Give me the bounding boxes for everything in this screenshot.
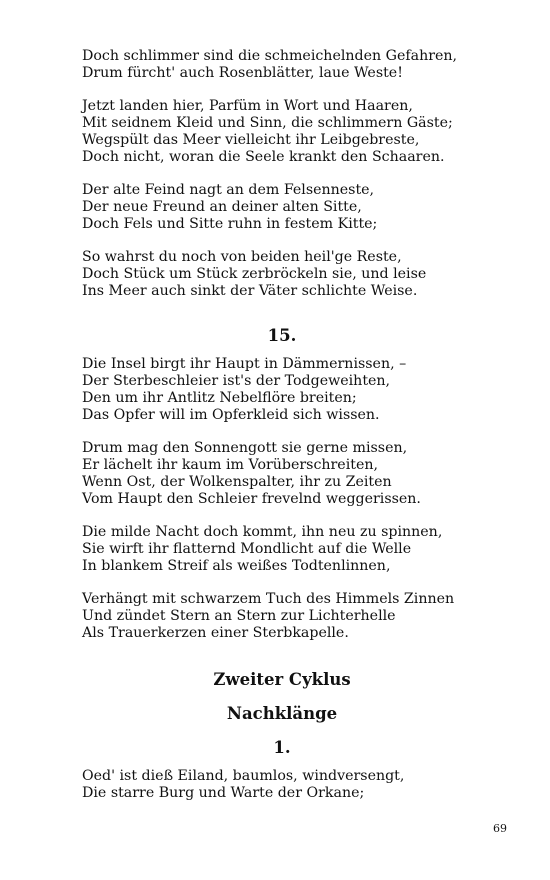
verse-line: Vom Haupt den Schleier frevelnd weggerissen. bbox=[82, 491, 421, 507]
poem-15 bbox=[82, 356, 482, 642]
verse-line: Sie wirft ihr flatternd Mondlicht auf die Welle bbox=[82, 541, 412, 557]
verse-line: Wenn Ost, der Wolkenspalter, ihr zu Zeiten bbox=[82, 474, 392, 490]
verse-line: Doch nicht, woran die Seele krankt den Schaaren. bbox=[82, 149, 445, 165]
stanza bbox=[82, 524, 482, 575]
verse-line: Die milde Nacht doch kommt, ihn neu zu spinnen, bbox=[82, 524, 443, 540]
verse-line: Die Insel birgt ihr Haupt in Dämmernissen, – bbox=[82, 356, 407, 372]
stanza bbox=[82, 440, 482, 508]
stanza bbox=[82, 356, 482, 424]
verse-line: Drum fürcht' auch Rosenblätter, laue Weste! bbox=[82, 65, 403, 81]
verse-line: Doch Stück um Stück zerbröckeln sie, und leise bbox=[82, 266, 427, 282]
verse-line: Doch Fels und Sitte ruhn in festem Kitte; bbox=[82, 216, 378, 232]
stanza bbox=[82, 591, 482, 642]
stanza bbox=[82, 98, 482, 166]
verse-line: Verhängt mit schwarzem Tuch des Himmels Zinnen bbox=[82, 591, 455, 607]
stanza bbox=[82, 249, 482, 300]
cycle-subtitle: Nachklänge bbox=[226, 704, 338, 723]
verse-line: Mit seidnem Kleid und Sinn, die schlimmern Gäste; bbox=[82, 115, 453, 131]
poem-1-beginning bbox=[82, 768, 482, 802]
verse-line: Oed' ist dieß Eiland, baumlos, windversengt, bbox=[82, 768, 405, 784]
verse-line: Als Trauerkerzen einer Sterbkapelle. bbox=[82, 625, 349, 641]
verse-line: Er lächelt ihr kaum im Vorüberschreiten, bbox=[82, 457, 378, 473]
verse-line: So wahrst du noch von beiden heil'ge Reste, bbox=[82, 249, 402, 265]
stanza bbox=[82, 48, 482, 82]
verse-line: Der alte Feind nagt an dem Felsenneste, bbox=[82, 182, 375, 198]
stanza bbox=[82, 768, 482, 802]
verse-line: Und zündet Stern an Stern zur Lichterhelle bbox=[82, 608, 396, 624]
verse-line: Der Sterbeschleier ist's der Todgeweihten, bbox=[82, 373, 391, 389]
poem-number-15: 15. bbox=[267, 326, 297, 345]
verse-line: Drum mag den Sonnengott sie gerne missen, bbox=[82, 440, 408, 456]
page-body bbox=[82, 48, 482, 818]
verse-line: Wegspült das Meer vielleicht ihr Leibgebreste, bbox=[82, 132, 420, 148]
cycle-title: Zweiter Cyklus bbox=[213, 670, 351, 689]
verse-line: Das Opfer will im Opferkleid sich wissen. bbox=[82, 407, 380, 423]
verse-line: Den um ihr Antlitz Nebelflöre breiten; bbox=[82, 390, 357, 406]
poem-number-1: 1. bbox=[273, 738, 291, 757]
poem-14-ending bbox=[82, 48, 482, 300]
verse-line: In blankem Streif als weißes Todtenlinnen, bbox=[82, 558, 391, 574]
page-number: 69 bbox=[493, 822, 507, 835]
stanza bbox=[82, 182, 482, 233]
verse-line: Doch schlimmer sind die schmeichelnden Gefahren, bbox=[82, 48, 458, 64]
verse-line: Jetzt landen hier, Parfüm in Wort und Haaren, bbox=[82, 98, 413, 114]
verse-line: Die starre Burg und Warte der Orkane; bbox=[82, 785, 365, 801]
verse-line: Der neue Freund an deiner alten Sitte, bbox=[82, 199, 362, 215]
verse-line: Ins Meer auch sinkt der Väter schlichte Weise. bbox=[82, 283, 418, 299]
